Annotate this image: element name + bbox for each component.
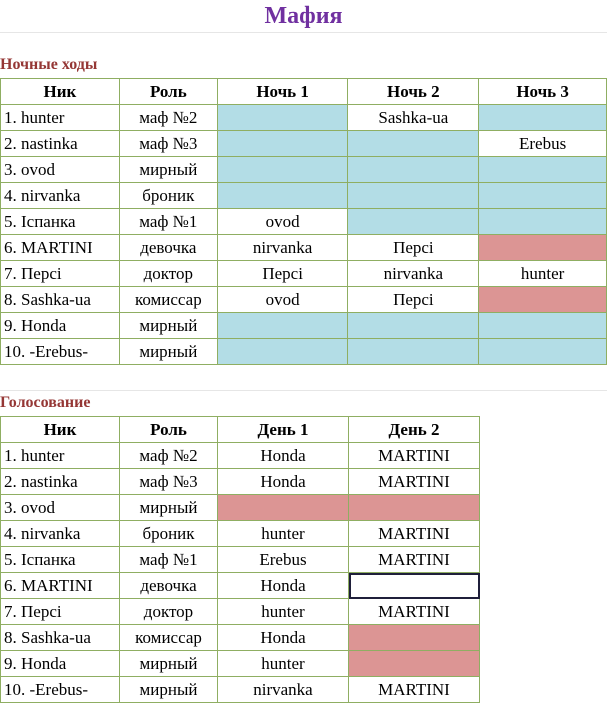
move-cell[interactable] bbox=[479, 209, 607, 235]
table-row bbox=[1, 313, 607, 339]
table-row bbox=[1, 625, 480, 651]
role-cell[interactable]: маф №1 bbox=[119, 209, 217, 235]
move-cell[interactable] bbox=[479, 105, 607, 131]
move-cell[interactable] bbox=[348, 209, 479, 235]
move-cell[interactable]: MARTINI bbox=[349, 469, 480, 495]
table-row bbox=[1, 469, 480, 495]
role-cell[interactable]: мирный bbox=[120, 651, 218, 677]
move-cell[interactable] bbox=[348, 157, 479, 183]
nick-cell[interactable]: 2. nastinka bbox=[1, 469, 120, 495]
nick-cell[interactable]: 2. nastinka bbox=[1, 131, 120, 157]
nick-cell[interactable]: 1. hunter bbox=[1, 443, 120, 469]
move-cell[interactable] bbox=[217, 339, 348, 365]
role-cell[interactable]: девочка bbox=[120, 573, 218, 599]
night-moves-heading: Ночные ходы bbox=[0, 56, 98, 73]
column-header[interactable]: Ночь 3 bbox=[479, 79, 607, 105]
move-cell[interactable] bbox=[479, 235, 607, 261]
table-row bbox=[1, 105, 607, 131]
move-cell[interactable]: hunter bbox=[218, 521, 349, 547]
move-cell[interactable]: MARTINI bbox=[349, 599, 480, 625]
move-cell[interactable]: Персі bbox=[348, 235, 479, 261]
sheet-title: Мафия bbox=[264, 3, 343, 29]
role-cell[interactable]: мирный bbox=[119, 157, 217, 183]
move-cell[interactable] bbox=[349, 625, 480, 651]
move-cell[interactable] bbox=[217, 105, 348, 131]
nick-cell[interactable]: 6. MARTINI bbox=[1, 235, 120, 261]
move-cell[interactable] bbox=[349, 651, 480, 677]
move-cell[interactable] bbox=[348, 131, 479, 157]
role-cell[interactable]: маф №3 bbox=[120, 469, 218, 495]
move-cell[interactable] bbox=[349, 495, 480, 521]
move-cell[interactable]: Honda bbox=[218, 443, 349, 469]
move-cell[interactable] bbox=[479, 183, 607, 209]
night-header-row bbox=[1, 79, 607, 105]
nick-cell[interactable]: 10. -Erebus- bbox=[1, 677, 120, 703]
table-row bbox=[1, 339, 607, 365]
table-row bbox=[1, 651, 480, 677]
table-row bbox=[1, 521, 480, 547]
move-cell[interactable]: nirvanka bbox=[218, 677, 349, 703]
nick-cell[interactable]: 3. ovod bbox=[1, 495, 120, 521]
column-header[interactable]: День 1 bbox=[218, 417, 349, 443]
move-cell[interactable]: hunter bbox=[218, 651, 349, 677]
move-cell[interactable]: Sashka-ua bbox=[348, 105, 479, 131]
role-cell[interactable]: мирный bbox=[119, 339, 217, 365]
column-header[interactable]: Ночь 2 bbox=[348, 79, 479, 105]
move-cell[interactable] bbox=[217, 131, 348, 157]
vote-header-row bbox=[1, 417, 480, 443]
nick-cell[interactable]: 8. Sashka-ua bbox=[1, 287, 120, 313]
move-cell[interactable] bbox=[479, 313, 607, 339]
table-row bbox=[1, 677, 480, 703]
role-cell[interactable]: девочка bbox=[119, 235, 217, 261]
table-row bbox=[1, 235, 607, 261]
nick-cell[interactable]: 9. Honda bbox=[1, 651, 120, 677]
role-cell[interactable]: мирный bbox=[120, 677, 218, 703]
nick-cell[interactable]: 5. Іспанка bbox=[1, 209, 120, 235]
move-cell[interactable]: Honda bbox=[218, 573, 349, 599]
role-cell[interactable]: мирный bbox=[119, 313, 217, 339]
table-row bbox=[1, 495, 480, 521]
nick-cell[interactable]: 3. ovod bbox=[1, 157, 120, 183]
role-cell[interactable]: маф №2 bbox=[120, 443, 218, 469]
table-row bbox=[1, 547, 480, 573]
role-cell[interactable]: комиссар bbox=[119, 287, 217, 313]
role-cell[interactable]: доктор bbox=[120, 599, 218, 625]
table-row bbox=[1, 183, 607, 209]
move-cell[interactable]: MARTINI bbox=[349, 521, 480, 547]
move-cell[interactable] bbox=[348, 339, 479, 365]
voting-heading: Голосование bbox=[0, 394, 91, 411]
move-cell[interactable]: MARTINI bbox=[349, 547, 480, 573]
move-cell[interactable] bbox=[479, 339, 607, 365]
nick-cell[interactable]: 7. Персі bbox=[1, 599, 120, 625]
nick-cell[interactable]: 5. Іспанка bbox=[1, 547, 120, 573]
table-row bbox=[1, 209, 607, 235]
column-header[interactable]: День 2 bbox=[349, 417, 480, 443]
move-cell[interactable]: hunter bbox=[218, 599, 349, 625]
nick-cell[interactable]: 8. Sashka-ua bbox=[1, 625, 120, 651]
move-cell[interactable]: Erebus bbox=[479, 131, 607, 157]
table-row bbox=[1, 157, 607, 183]
move-cell[interactable]: Erebus bbox=[218, 547, 349, 573]
column-header[interactable]: Роль bbox=[119, 79, 217, 105]
table-row bbox=[1, 261, 607, 287]
table-row bbox=[1, 287, 607, 313]
move-cell[interactable]: hunter bbox=[479, 261, 607, 287]
table-row bbox=[1, 599, 480, 625]
table-row bbox=[1, 573, 480, 599]
role-cell[interactable]: доктор bbox=[119, 261, 217, 287]
nick-cell[interactable]: 6. MARTINI bbox=[1, 573, 120, 599]
move-cell[interactable]: nirvanka bbox=[348, 261, 479, 287]
faint-gridline bbox=[0, 32, 607, 33]
nick-cell[interactable]: 10. -Erebus- bbox=[1, 339, 120, 365]
move-cell[interactable] bbox=[217, 157, 348, 183]
column-header[interactable]: Ночь 1 bbox=[217, 79, 348, 105]
move-cell[interactable]: Honda bbox=[218, 625, 349, 651]
table-row bbox=[1, 443, 480, 469]
move-cell[interactable] bbox=[218, 495, 349, 521]
move-cell[interactable]: ovod bbox=[217, 209, 348, 235]
role-cell[interactable]: маф №2 bbox=[119, 105, 217, 131]
move-cell[interactable]: MARTINI bbox=[349, 443, 480, 469]
night-moves-table bbox=[0, 78, 607, 365]
role-cell[interactable]: мирный bbox=[120, 495, 218, 521]
column-header[interactable]: Роль bbox=[120, 417, 218, 443]
nick-cell[interactable]: 1. hunter bbox=[1, 105, 120, 131]
voting-table bbox=[0, 416, 480, 703]
nick-cell[interactable]: 4. nirvanka bbox=[1, 183, 120, 209]
move-cell[interactable]: MARTINI bbox=[349, 677, 480, 703]
role-cell[interactable]: броник bbox=[120, 521, 218, 547]
move-cell[interactable] bbox=[349, 573, 480, 599]
column-header[interactable]: Ник bbox=[1, 417, 120, 443]
faint-gridline bbox=[0, 390, 607, 391]
move-cell[interactable]: Honda bbox=[218, 469, 349, 495]
move-cell[interactable] bbox=[479, 287, 607, 313]
move-cell[interactable]: ovod bbox=[217, 287, 348, 313]
nick-cell[interactable]: 9. Honda bbox=[1, 313, 120, 339]
move-cell[interactable]: nirvanka bbox=[217, 235, 348, 261]
move-cell[interactable]: Персі bbox=[348, 287, 479, 313]
role-cell[interactable]: маф №1 bbox=[120, 547, 218, 573]
table-row bbox=[1, 131, 607, 157]
role-cell[interactable]: маф №3 bbox=[119, 131, 217, 157]
role-cell[interactable]: комиссар bbox=[120, 625, 218, 651]
nick-cell[interactable]: 4. nirvanka bbox=[1, 521, 120, 547]
move-cell[interactable] bbox=[217, 183, 348, 209]
role-cell[interactable]: броник bbox=[119, 183, 217, 209]
move-cell[interactable]: Персі bbox=[217, 261, 348, 287]
move-cell[interactable] bbox=[217, 313, 348, 339]
move-cell[interactable] bbox=[348, 313, 479, 339]
column-header[interactable]: Ник bbox=[1, 79, 120, 105]
move-cell[interactable] bbox=[348, 183, 479, 209]
nick-cell[interactable]: 7. Персі bbox=[1, 261, 120, 287]
move-cell[interactable] bbox=[479, 157, 607, 183]
